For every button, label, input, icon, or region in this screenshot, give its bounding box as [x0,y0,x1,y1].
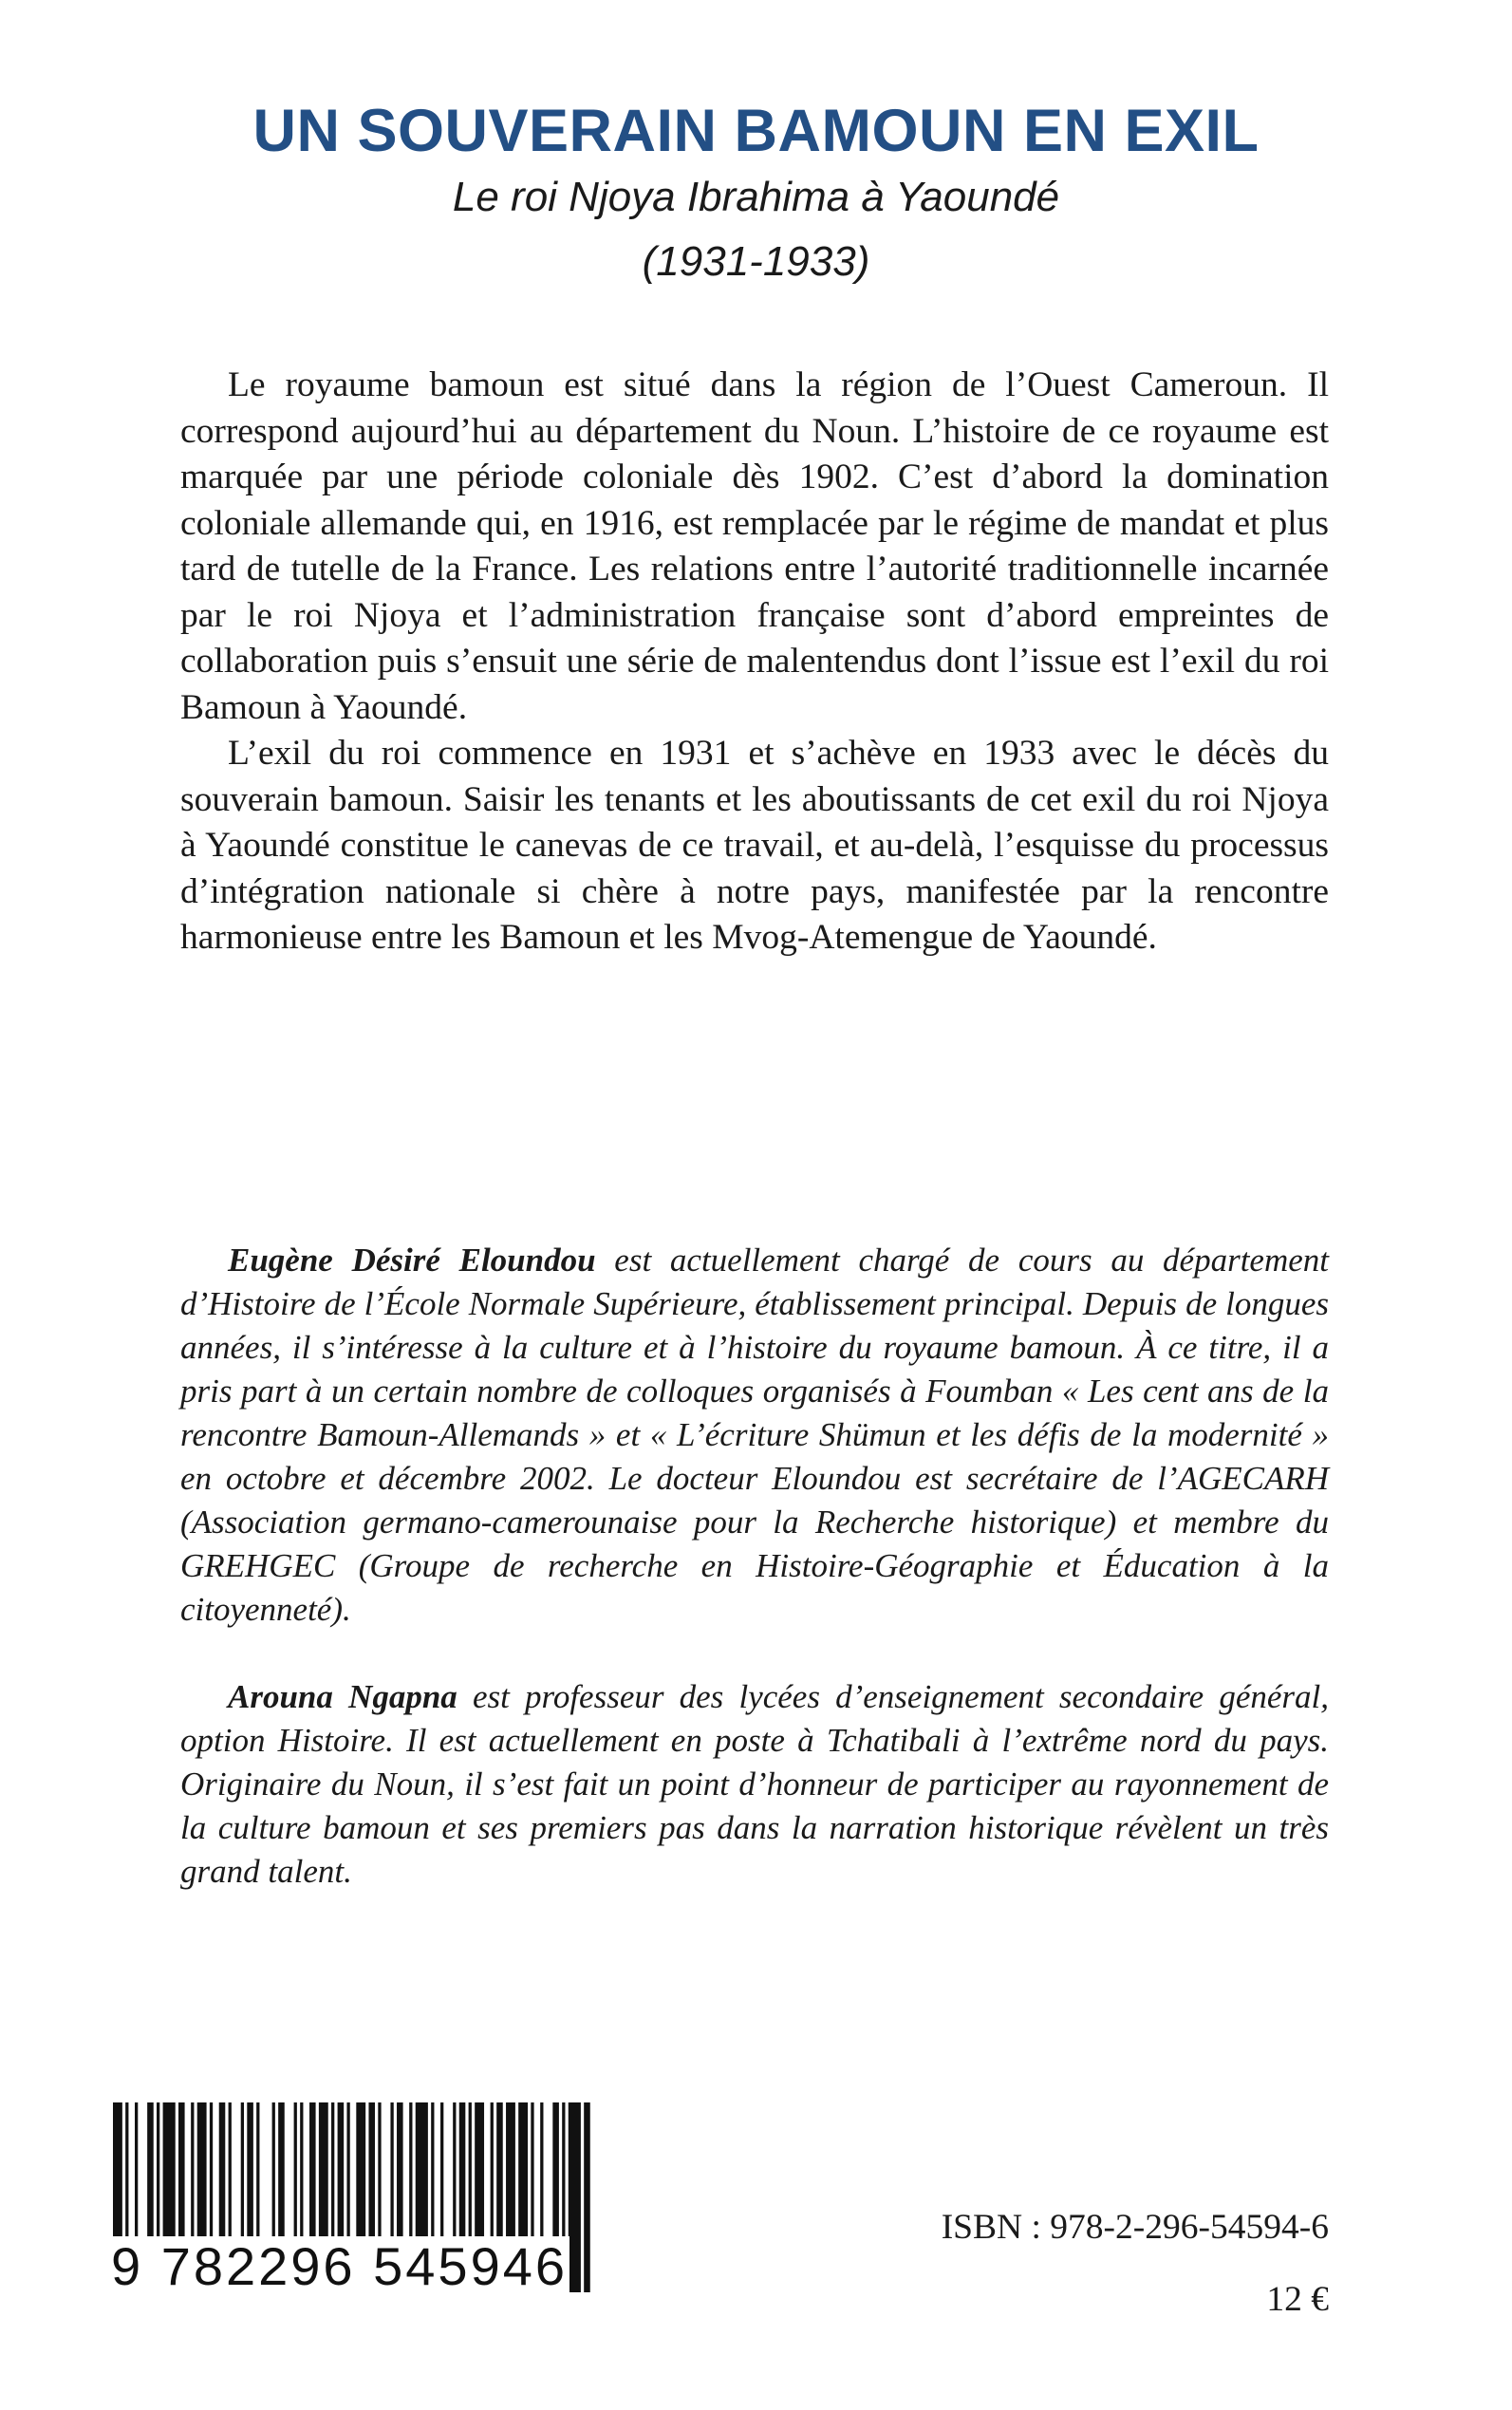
summary-paragraph: Le royaume bamoun est situé dans la région de l’Ouest Cameroun. Il correspond aujourd’hui au département du Noun. L’histoire de ce royaume est marquée par une période coloniale dès 1902. C’est d’abord la domination coloniale allemande qui, en 1916, est remplacée par le régime de mandat et plus tard de tutelle de la France. Les relations entre l’autorité traditionnelle incarnée par le roi Njoya et l’administration française sont d’abord empreintes de collaboration puis s’ensuit une série de malentendus dont l’issue est l’exil du roi Bamoun à Yaoundé. [180,365,1329,727]
book-dates: (1931-1933) [642,238,870,285]
author-bios [180,1239,1329,1894]
barcode-digits [109,2238,603,2295]
author-name: Arouna Ngapna [228,1678,457,1715]
book-summary [180,363,1329,962]
author-bio-text: est professeur des lycées d’enseignement secondaire général, option Histoire. Il est actuellement en poste à Tchatibali à l’extrême nord du pays. Originaire du Noun, il s’est fait un point d’honneur de participer au rayonnement de la culture bamoun et ses premiers pas dans la narration historique révèlent un très grand talent. [180,1678,1330,1890]
isbn-label: ISBN : 978-2-296-54594-6 [941,2208,1329,2247]
author-bio-text: est actuellement chargé de cours au département d’Histoire de l’École Normale Supérieure, établissement principal. Depuis de longues années, il s’intéresse à la culture et à l’histoire du royaume bamoun. À ce titre, il a pris part à un certain nombre de colloques organisés à Foumban « Les cent ans de la rencontre Bamoun-Allemands » et « L’écriture Shümun et les défis de la modernité » en octobre et décembre 2002. Le docteur Eloundou est secrétaire de l’AGECARH (Association germano-camerounaise pour la Recherche historique) et membre du GREHGEC (Groupe de recherche en Histoire-Géographie et Éducation à la citoyenneté). [180,1242,1329,1628]
author-bio [180,1239,1329,1632]
summary-paragraph: L’exil du roi commence en 1931 et s’achève en 1933 avec le décès du souverain bamoun. Saisir les tenants et les aboutissants de cet exil du roi Njoya à Yaoundé constitue le canevas de ce travail, et au-delà, l’esquisse du processus d’intégration nationale si chère à notre pays, manifestée par la rencontre harmonieuse entre les Bamoun et les Mvog-Atemengue de Yaoundé. [180,734,1329,957]
price-label: 12 € [1266,2280,1329,2319]
author-name: Eugène Désiré Eloundou [228,1242,596,1279]
author-bio [180,1675,1329,1894]
barcode [109,2102,603,2330]
barcode-number: 9 782296 545946 [111,2236,568,2296]
book-title: UN SOUVERAIN BAMOUN EN EXIL [252,98,1260,165]
book-subtitle: Le roi Njoya Ibrahima à Yaoundé [452,174,1060,220]
